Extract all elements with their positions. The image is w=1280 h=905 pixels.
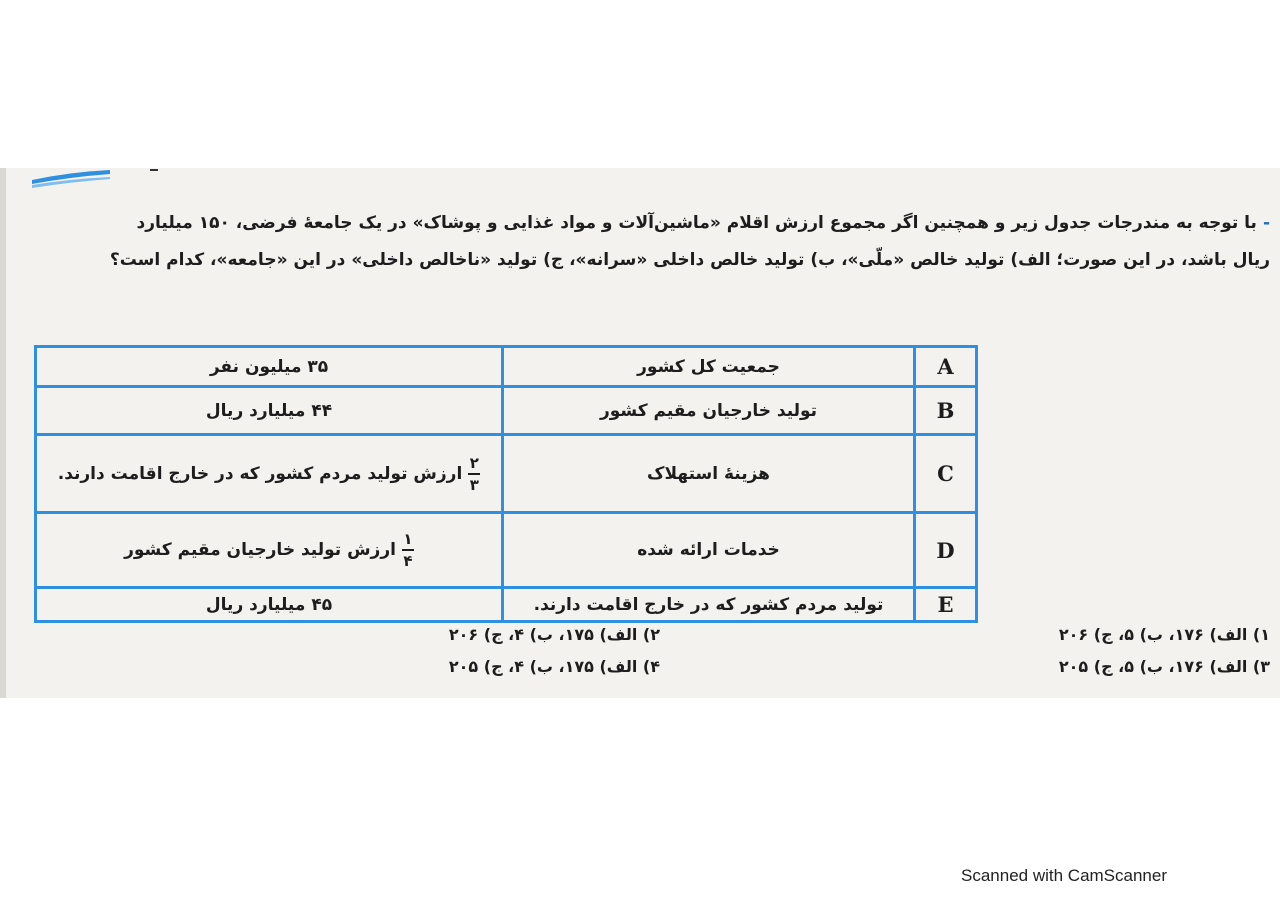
row-letter: B bbox=[913, 388, 975, 433]
row-letter: C bbox=[913, 436, 975, 511]
row-letter: D bbox=[913, 514, 975, 586]
fraction-numerator: ۱ bbox=[403, 530, 413, 548]
row-letter: E bbox=[913, 589, 975, 620]
fraction-denominator: ۴ bbox=[403, 552, 413, 570]
blue-corner-mark-icon bbox=[30, 168, 112, 190]
fraction-bar bbox=[468, 473, 480, 475]
option-4[interactable]: ۴) الف) ۱۷۵، ب) ۴، ج) ۲۰۵ bbox=[448, 657, 660, 676]
fraction bbox=[402, 531, 414, 569]
question-line-2: ریال باشد، در این صورت؛ الف) تولید خالص «ملّی»، ب) تولید خالص داخلی «سرانه»، ج) تولید «ناخالص داخلی» در این «جامعه»، کدام است؟ bbox=[109, 250, 1270, 270]
row-value: ۴۴ میلیارد ریال bbox=[205, 400, 333, 421]
row-item: تولید خارجیان مقیم کشور bbox=[501, 388, 913, 433]
option-1[interactable]: ۱) الف) ۱۷۶، ب) ۵، ج) ۲۰۶ bbox=[1058, 625, 1270, 644]
fraction-denominator: ۳ bbox=[469, 475, 479, 494]
fraction-numerator: ۲ bbox=[469, 453, 479, 472]
row-value: ۳۵ میلیون نفر bbox=[209, 356, 329, 377]
question-line-1: -با توجه به مندرجات جدول زیر و همچنین اگر مجموع ارزش اقلام «ماشین‌آلات و مواد غذایی و پوشاک» در یک جامعهٔ فرضی، ۱۵۰ میلیارد bbox=[136, 213, 1270, 233]
question-dash: - bbox=[1262, 213, 1270, 233]
row-item: هزینهٔ استهلاک bbox=[501, 436, 913, 511]
answer-options bbox=[380, 623, 1270, 693]
fraction-bar bbox=[402, 549, 414, 551]
row-value: ۴۵ میلیارد ریال bbox=[205, 594, 333, 615]
data-table bbox=[34, 345, 978, 623]
row-value-fraction bbox=[37, 436, 501, 511]
row-item: تولید مردم کشور که در خارج اقامت دارند. bbox=[501, 589, 913, 620]
table-row bbox=[37, 586, 975, 620]
row-value: ارزش تولید خارجیان مقیم کشور bbox=[124, 540, 396, 560]
table-row bbox=[37, 511, 975, 586]
camscanner-watermark: Scanned with CamScanner bbox=[961, 866, 1168, 885]
row-value: ارزش تولید مردم کشور که در خارج اقامت دارند. bbox=[57, 463, 463, 484]
row-letter: A bbox=[913, 348, 975, 385]
question-text bbox=[30, 205, 1270, 279]
table-row bbox=[37, 385, 975, 433]
row-item: جمعیت کل کشور bbox=[501, 348, 913, 385]
scan-mark bbox=[150, 169, 158, 171]
table-row bbox=[37, 348, 975, 385]
option-3[interactable]: ۳) الف) ۱۷۶، ب) ۵، ج) ۲۰۵ bbox=[1058, 657, 1270, 676]
option-2[interactable]: ۲) الف) ۱۷۵، ب) ۴، ج) ۲۰۶ bbox=[448, 625, 660, 644]
fraction bbox=[468, 455, 480, 493]
table-row bbox=[37, 433, 975, 511]
row-item: خدمات ارائه شده bbox=[501, 514, 913, 586]
row-value-fraction bbox=[37, 514, 501, 586]
page-edge-shadow bbox=[0, 168, 6, 698]
